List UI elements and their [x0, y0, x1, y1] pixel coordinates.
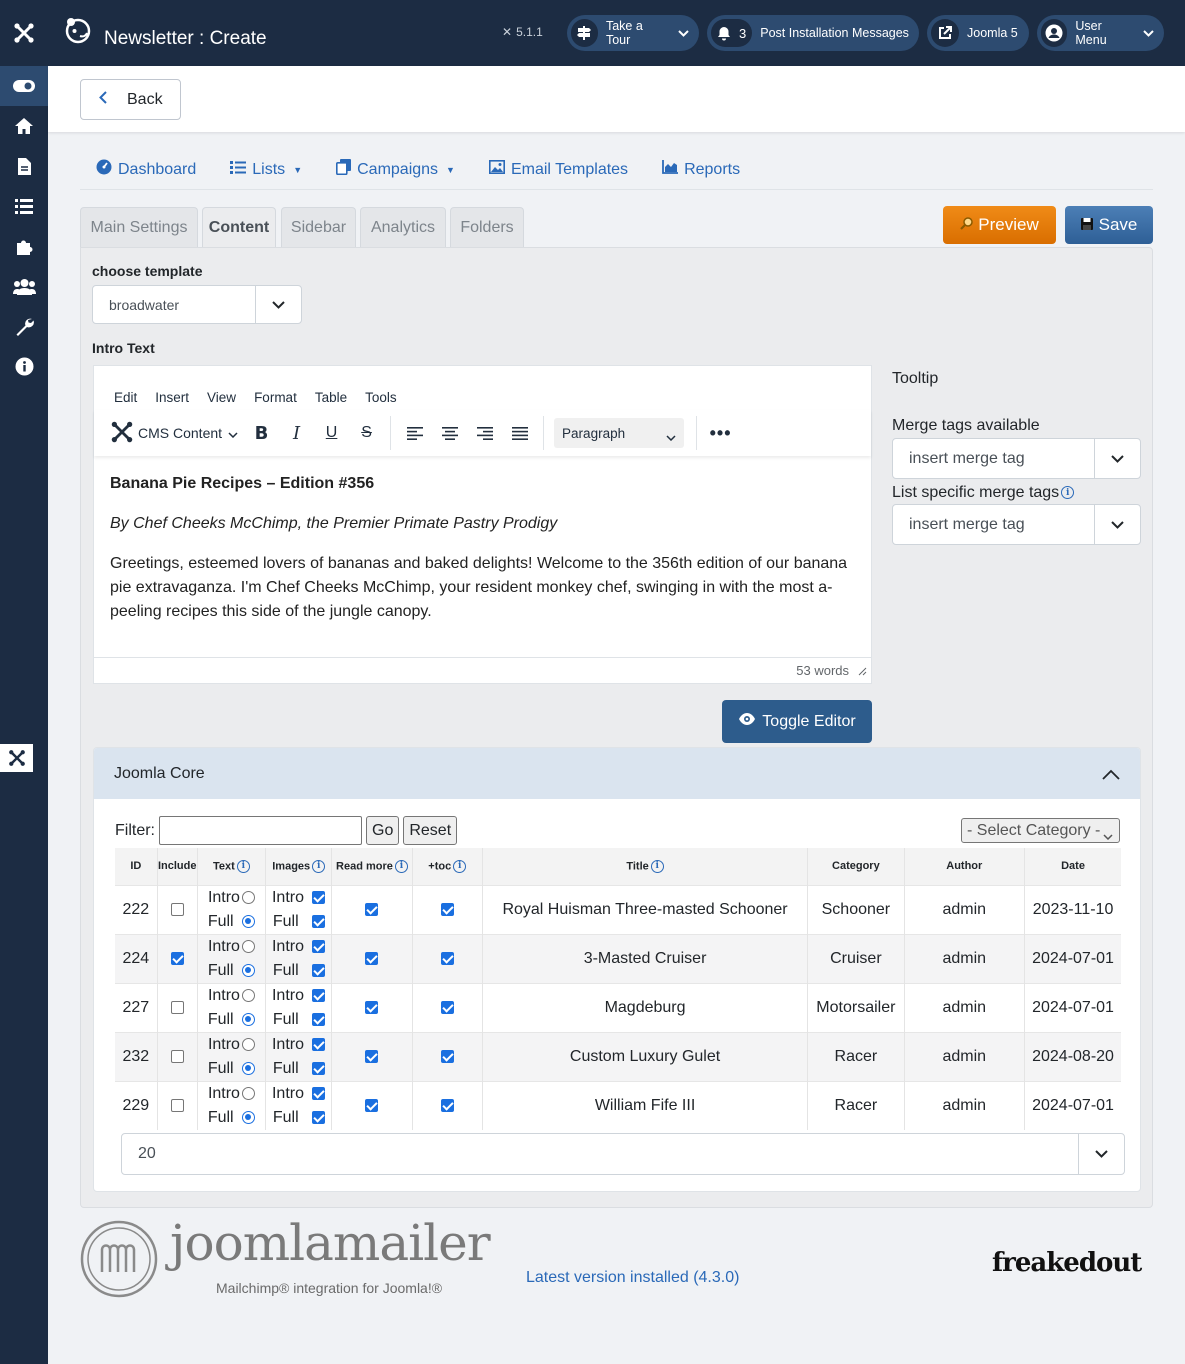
full-label: Full [207, 1108, 234, 1126]
row-id: 229 [115, 1081, 157, 1130]
chevron-down-icon [1078, 1134, 1124, 1174]
post-install-label: Post Installation Messages [760, 26, 909, 40]
image-icon [489, 160, 505, 179]
reset-button[interactable]: Reset [403, 816, 457, 845]
row-readmore-cell [332, 1081, 412, 1130]
full-label: Full [272, 1010, 299, 1028]
save-label: Save [1098, 215, 1138, 234]
chevron-down-icon [678, 26, 689, 40]
joomlamailer-tagline: Mailchimp® integration for Joomla!® [216, 1280, 443, 1296]
row-id: 222 [115, 885, 157, 934]
intro-label: Intro [207, 888, 240, 906]
row-title: Royal Huisman Three-masted Schooner [482, 885, 807, 934]
freakedout-logo[interactable]: freakedout [992, 1248, 1142, 1278]
main-content [80, 150, 1153, 1162]
header-bar [48, 0, 1185, 66]
full-label: Full [272, 961, 299, 979]
choose-template-label: choose template [92, 263, 203, 279]
filter-input[interactable] [159, 816, 362, 845]
text-intro-radio[interactable] [242, 989, 255, 1002]
nav-email-templates[interactable] [489, 160, 628, 179]
tabs-bar [80, 206, 1153, 246]
images-full-checkbox[interactable] [312, 1013, 325, 1026]
system-wrench-icon[interactable] [0, 306, 48, 346]
row-category: Racer [808, 1081, 904, 1130]
caret-down-icon: ▼ [293, 164, 303, 175]
row-images-cell [266, 1081, 332, 1130]
row-include-cell [157, 885, 197, 934]
row-category: Racer [808, 1032, 904, 1081]
row-author: admin [904, 1081, 1024, 1130]
toolbar-divider [390, 416, 391, 450]
toc-checkbox[interactable] [441, 903, 454, 916]
include-checkbox[interactable] [171, 952, 184, 965]
joomla-small-logo-icon [0, 744, 33, 772]
col-id[interactable]: ID [115, 848, 157, 885]
external-link-icon [931, 19, 959, 47]
col-images-label: Images [272, 860, 311, 873]
articles-table-body [115, 885, 1121, 1130]
intro-label: Intro [271, 986, 304, 1004]
merge-tag-value: insert merge tag [909, 449, 1025, 467]
align-right-icon[interactable] [467, 416, 502, 450]
text-full-radio[interactable] [242, 1013, 255, 1026]
editor-statusbar [94, 657, 871, 683]
users-icon[interactable] [0, 266, 48, 306]
info-icon[interactable]: i [312, 860, 325, 873]
chart-area-icon [662, 160, 678, 179]
mailchimp-logo-icon [62, 14, 94, 51]
articles-table [115, 848, 1121, 1130]
images-intro-checkbox[interactable] [312, 1038, 325, 1051]
row-toc-cell [412, 983, 482, 1032]
chevron-down-icon [228, 425, 238, 441]
chevron-down-icon [1094, 439, 1140, 478]
nav-dashboard[interactable] [96, 159, 196, 180]
row-date: 2024-07-01 [1025, 983, 1121, 1032]
row-date: 2024-07-01 [1025, 934, 1121, 983]
intro-label: Intro [207, 1084, 240, 1102]
include-checkbox[interactable] [171, 1050, 184, 1063]
col-toc-label: +toc [428, 860, 452, 873]
chevron-up-icon [1102, 767, 1120, 785]
row-toc-cell [412, 885, 482, 934]
read-more-checkbox[interactable] [365, 952, 378, 965]
col-title[interactable] [482, 848, 807, 885]
col-images [266, 848, 332, 885]
cms-content-dropdown[interactable] [110, 420, 238, 447]
list-merge-tag-value: insert merge tag [909, 515, 1025, 533]
toolbar-divider [696, 416, 697, 450]
back-button[interactable] [80, 79, 181, 120]
row-include-cell [157, 983, 197, 1032]
align-center-icon[interactable] [432, 416, 467, 450]
row-author: admin [904, 1032, 1024, 1081]
menu-format[interactable]: Format [254, 390, 297, 405]
col-read-more [332, 848, 412, 885]
info-icon[interactable]: i [453, 860, 466, 873]
joomla-site-label: Joomla 5 [967, 26, 1018, 40]
full-label: Full [272, 1108, 299, 1126]
chevron-left-icon [99, 91, 107, 109]
text-full-radio[interactable] [242, 1111, 255, 1124]
version-text: 5.1.1 [516, 25, 543, 39]
toggle-editor-button[interactable] [722, 700, 872, 743]
newsletter-byline: By Chef Cheeks McChimp, the Premier Primate Pastry Prodigy [110, 515, 558, 532]
toc-checkbox[interactable] [441, 952, 454, 965]
row-readmore-cell [332, 983, 412, 1032]
template-select[interactable] [92, 285, 302, 324]
toggle-menu-icon[interactable] [0, 66, 48, 106]
word-count: 53 words [796, 663, 849, 678]
row-date: 2024-08-20 [1025, 1032, 1121, 1081]
content-file-icon[interactable] [0, 146, 48, 186]
nav-campaigns[interactable] [336, 159, 455, 180]
magnifier-icon [960, 215, 974, 235]
floppy-disk-icon [1081, 215, 1093, 235]
row-category: Cruiser [808, 934, 904, 983]
text-full-radio[interactable] [242, 915, 255, 928]
template-select-value: broadwater [109, 296, 180, 313]
table-row [115, 934, 1121, 983]
sidebar [0, 0, 48, 1364]
full-label: Full [207, 912, 234, 930]
read-more-checkbox[interactable] [365, 1099, 378, 1112]
nav-reports-label: Reports [684, 160, 741, 178]
eye-icon [738, 712, 756, 731]
editor-body[interactable] [94, 456, 871, 624]
dashboard-gauge-icon [96, 159, 112, 180]
text-intro-radio[interactable] [242, 1038, 255, 1051]
col-text [197, 848, 265, 885]
user-circle-icon [1041, 19, 1067, 47]
images-intro-checkbox[interactable] [312, 891, 325, 904]
info-icon[interactable]: i [395, 860, 408, 873]
images-full-checkbox[interactable] [312, 964, 325, 977]
table-row [115, 983, 1121, 1032]
col-text-label: Text [213, 860, 235, 873]
full-label: Full [272, 912, 299, 930]
footer [80, 1214, 1153, 1300]
category-select[interactable] [961, 818, 1120, 843]
editor-menubar [94, 366, 871, 410]
row-text-cell [197, 983, 265, 1032]
intro-label: Intro [207, 986, 240, 1004]
text-intro-radio[interactable] [242, 940, 255, 953]
preview-label: Preview [978, 215, 1039, 234]
user-menu-label: User Menu [1075, 19, 1107, 47]
images-intro-checkbox[interactable] [312, 940, 325, 953]
bold-icon[interactable]: B [254, 422, 269, 444]
rich-text-editor [93, 365, 872, 684]
row-title: Magdeburg [482, 983, 807, 1032]
nav-lists-label: Lists [252, 160, 286, 178]
post-installation-messages-button[interactable] [707, 15, 919, 51]
row-author: admin [904, 885, 1024, 934]
toc-checkbox[interactable] [441, 1050, 454, 1063]
text-intro-radio[interactable] [242, 1087, 255, 1100]
images-full-checkbox[interactable] [312, 1111, 325, 1124]
info-icon[interactable]: i [237, 860, 250, 873]
images-intro-checkbox[interactable] [312, 1087, 325, 1100]
joomla-site-button[interactable] [927, 15, 1029, 51]
chevron-down-icon [255, 286, 301, 323]
col-category[interactable]: Category [808, 848, 904, 885]
tab-folders[interactable]: Folders [450, 207, 524, 247]
read-more-checkbox[interactable] [365, 1001, 378, 1014]
signpost-icon [571, 19, 598, 47]
align-left-icon[interactable] [397, 416, 432, 450]
intro-text-label: Intro Text [92, 340, 155, 356]
row-toc-cell [412, 1081, 482, 1130]
row-id: 227 [115, 983, 157, 1032]
table-header-row [115, 848, 1121, 885]
table-row [115, 1032, 1121, 1081]
merge-tags-label: Merge tags available [892, 417, 1040, 434]
page-title: Newsletter : Create [104, 28, 267, 49]
toolbar [48, 66, 1185, 132]
intro-label: Intro [271, 937, 304, 955]
row-category: Motorsailer [808, 983, 904, 1032]
full-label: Full [207, 1010, 234, 1028]
intro-label: Intro [271, 888, 304, 906]
full-label: Full [272, 1059, 299, 1077]
col-date[interactable]: Date [1025, 848, 1121, 885]
row-id: 232 [115, 1032, 157, 1081]
save-button[interactable] [1065, 206, 1153, 244]
intro-label: Intro [207, 937, 240, 955]
row-text-cell [197, 1081, 265, 1130]
underline-icon[interactable]: U [325, 424, 338, 441]
newsletter-heading: Banana Pie Recipes – Edition #356 [110, 475, 375, 492]
row-toc-cell [412, 934, 482, 983]
caret-down-icon: ▼ [446, 164, 455, 175]
full-label: Full [207, 1059, 234, 1077]
info-icon[interactable]: i [1061, 486, 1074, 499]
copy-icon [336, 159, 351, 180]
read-more-checkbox[interactable] [365, 903, 378, 916]
row-include-cell [157, 1032, 197, 1081]
block-format-select[interactable] [554, 418, 684, 448]
joomla-core-accordion [93, 747, 1141, 1192]
chevron-down-icon [1094, 505, 1140, 544]
menu-table[interactable]: Table [314, 390, 348, 405]
nav-campaigns-label: Campaigns [357, 160, 439, 178]
row-text-cell [197, 1032, 265, 1081]
col-toc [412, 848, 482, 885]
menu-view[interactable]: View [207, 390, 237, 405]
col-read-more-label: Read more [336, 860, 393, 873]
list-merge-tag-select[interactable] [892, 504, 1141, 545]
tab-content[interactable]: Content [202, 207, 276, 247]
tab-analytics[interactable]: Analytics [360, 207, 446, 247]
joomlamailer-emblem-icon [80, 1220, 158, 1303]
row-include-cell [157, 1081, 197, 1130]
resize-handle-icon[interactable] [858, 664, 867, 679]
chevron-down-icon [1103, 827, 1113, 845]
full-label: Full [207, 961, 234, 979]
newsletter-body: Greetings, esteemed lovers of bananas and baked delights! Welcome to the 356th edition of our banana pie extravaganza. I'm Chef Cheeks McChimp, your resident monkey chef, swinging in with the most a-peeling recipes this side of the jungle canopy. [110, 555, 848, 620]
joomla-icon [110, 420, 134, 447]
latest-version-link[interactable]: Latest version installed (4.3.0) [526, 1269, 740, 1286]
row-images-cell [266, 1032, 332, 1081]
col-include: Include [157, 848, 197, 885]
go-button[interactable]: Go [366, 816, 399, 845]
filter-bar [115, 816, 461, 845]
tab-main-settings[interactable]: Main Settings [80, 207, 198, 247]
row-date: 2024-07-01 [1025, 1081, 1121, 1130]
chevron-down-icon [666, 429, 676, 444]
toggle-editor-label: Toggle Editor [762, 712, 856, 730]
merge-tag-select[interactable] [892, 438, 1141, 479]
info-icon[interactable] [0, 346, 48, 386]
row-readmore-cell [332, 885, 412, 934]
intro-label: Intro [207, 1035, 240, 1053]
nav-dashboard-label: Dashboard [118, 160, 197, 178]
toolbar-divider [543, 416, 544, 450]
table-row [115, 1081, 1121, 1130]
tab-sidebar[interactable]: Sidebar [281, 207, 356, 247]
take-tour-label: Take a Tour [605, 19, 643, 47]
block-format-value: Paragraph [562, 425, 626, 441]
row-title: William Fife III [482, 1081, 807, 1130]
text-full-radio[interactable] [242, 1062, 255, 1075]
category-select-value: - Select Category - [967, 821, 1101, 839]
joomla-version-icon: ✕ [502, 25, 513, 39]
row-title: Custom Luxury Gulet [482, 1032, 807, 1081]
back-label: Back [127, 90, 163, 108]
list-icon [230, 161, 246, 179]
list-specific-text: List specific merge tags [892, 484, 1060, 501]
include-checkbox[interactable] [171, 1001, 184, 1014]
nav-lists[interactable] [230, 161, 302, 179]
include-checkbox[interactable] [171, 1099, 184, 1112]
joomla-logo-icon[interactable] [0, 0, 48, 66]
col-title-label: Title [626, 860, 649, 873]
menu-edit[interactable]: Edit [114, 390, 138, 405]
row-category: Schooner [808, 885, 904, 934]
preview-button[interactable] [943, 206, 1056, 244]
component-nav [80, 150, 1153, 190]
images-intro-checkbox[interactable] [312, 989, 325, 1002]
menus-list-icon[interactable] [0, 186, 48, 226]
read-more-checkbox[interactable] [365, 1050, 378, 1063]
bell-icon [711, 19, 752, 47]
row-images-cell [266, 934, 332, 983]
tooltip-label: Tooltip [892, 370, 939, 387]
intro-label: Intro [271, 1035, 304, 1053]
more-options-icon[interactable]: ••• [709, 422, 732, 443]
row-title: 3-Masted Cruiser [482, 934, 807, 983]
row-toc-cell [412, 1032, 482, 1081]
components-puzzle-icon[interactable] [0, 226, 48, 266]
joomla-core-title: Joomla Core [114, 764, 205, 782]
row-author: admin [904, 983, 1024, 1032]
list-limit-value: 20 [138, 1145, 156, 1162]
menu-tools[interactable]: Tools [365, 390, 397, 405]
italic-icon[interactable]: I [292, 422, 301, 444]
row-readmore-cell [332, 934, 412, 983]
row-readmore-cell [332, 1032, 412, 1081]
editor-toolbar [94, 410, 871, 456]
row-author: admin [904, 934, 1024, 983]
chevron-down-icon [1143, 26, 1154, 40]
row-date: 2023-11-10 [1025, 885, 1121, 934]
content-tab-panel [80, 247, 1153, 1208]
align-justify-icon[interactable] [502, 416, 537, 450]
nav-reports[interactable] [662, 160, 740, 179]
toc-checkbox[interactable] [441, 1099, 454, 1112]
text-full-radio[interactable] [242, 964, 255, 977]
table-row [115, 885, 1121, 934]
list-specific-merge-tags-label [892, 484, 1074, 502]
menu-insert[interactable]: Insert [155, 390, 190, 405]
filter-label: Filter: [115, 821, 155, 839]
messages-count-badge: 3 [739, 25, 747, 41]
home-icon[interactable] [0, 106, 48, 146]
row-text-cell [197, 934, 265, 983]
row-include-cell [157, 934, 197, 983]
row-images-cell [266, 885, 332, 934]
text-intro-radio[interactable] [242, 891, 255, 904]
intro-label: Intro [271, 1084, 304, 1102]
cms-content-label: CMS Content [138, 425, 223, 441]
col-author[interactable]: Author [904, 848, 1024, 885]
strikethrough-icon[interactable]: S [361, 424, 372, 441]
info-icon[interactable]: i [651, 860, 664, 873]
row-id: 224 [115, 934, 157, 983]
version-label [502, 25, 543, 39]
joomla-core-header[interactable] [94, 748, 1140, 799]
user-menu-button[interactable] [1037, 15, 1164, 51]
joomlamailer-wordmark: joomlamailer [170, 1214, 490, 1272]
images-full-checkbox[interactable] [312, 1062, 325, 1075]
row-text-cell [197, 885, 265, 934]
toc-checkbox[interactable] [441, 1001, 454, 1014]
include-checkbox[interactable] [171, 903, 184, 916]
list-limit-select[interactable] [121, 1133, 1125, 1175]
images-full-checkbox[interactable] [312, 915, 325, 928]
row-images-cell [266, 983, 332, 1032]
nav-email-templates-label: Email Templates [510, 160, 629, 178]
take-tour-button[interactable] [567, 15, 699, 51]
